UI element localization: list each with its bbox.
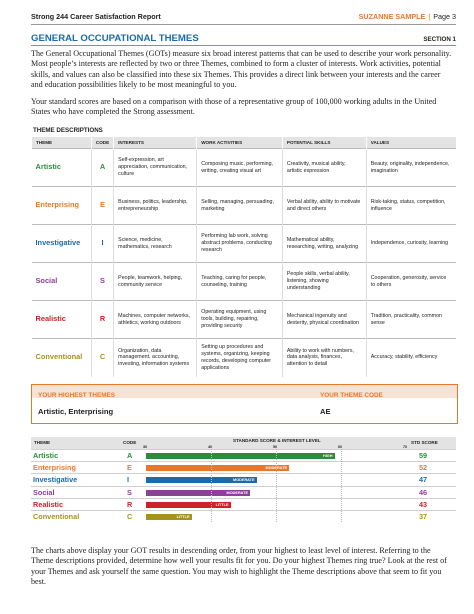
theme-work-activities: Operating equipment, using tools, building, repairing, providing security <box>197 301 283 339</box>
chart-row <box>31 498 456 510</box>
chart-rows <box>31 449 456 522</box>
theme-potential-skills: Verbal ability, ability to motivate and direct others <box>282 187 366 225</box>
chart-col-score: STD SCORE <box>411 440 438 445</box>
chart-theme-name: Artistic <box>33 451 59 460</box>
theme-work-activities: Performing lab work, solving abstract problems, conducting research <box>197 225 283 263</box>
col-code: CODE <box>91 137 113 149</box>
chart-col-code: CODE <box>123 440 137 445</box>
table-row <box>32 149 457 187</box>
std-score-value: 46 <box>419 487 428 497</box>
intro-paragraph-1: The General Occupational Themes (GOTs) measure six broad interest patterns that can be used to describe your work personality. Most people’s interests are reflected by two or three Themes, combined to form a cluster of interests. Work activities, potential skills, and values can also be classified into these six Themes. This provides a direct link between your interests and the career and education possibilities likely to be most meaningful to you. <box>31 49 452 90</box>
theme-potential-skills: Ability to work with numbers, data analysis, finances, attention to detail <box>282 339 366 377</box>
chart-col-scale: STANDARD SCORE & INTEREST LEVEL <box>233 438 321 443</box>
theme-code: A <box>91 149 113 187</box>
interest-level-label: MODERATE <box>233 478 255 483</box>
theme-name: Conventional <box>32 339 92 377</box>
chart-theme-name: Enterprising <box>33 463 76 473</box>
table-row <box>32 263 457 301</box>
theme-work-activities: Composing music, performing, writing, creating visual art <box>197 149 283 187</box>
chart-row <box>31 449 456 461</box>
chart-theme-name: Conventional <box>33 511 80 521</box>
theme-code-label: YOUR THEME CODE <box>320 392 383 399</box>
section-divider <box>31 45 456 46</box>
table-row <box>32 187 457 225</box>
theme-values: Cooperation, generosity, service to others <box>366 263 456 301</box>
theme-work-activities: Setting up procedures and systems, organizing, keeping records, developing computer applications <box>197 339 283 377</box>
score-bar <box>146 453 335 459</box>
chart-theme-code: A <box>127 451 133 460</box>
std-score-value: 43 <box>419 499 428 509</box>
tick-label: 30 <box>143 445 147 449</box>
highest-themes-value: Artistic, Enterprising <box>38 407 114 416</box>
interest-level-label: HIGH <box>323 454 333 458</box>
table-row <box>32 301 457 339</box>
chart-theme-code: S <box>127 487 132 497</box>
col-work-activities: WORK ACTIVITIES <box>197 137 283 149</box>
theme-interests: Machines, computer networks, athletics, working outdoors <box>114 301 197 339</box>
tick-label: 60 <box>338 445 342 449</box>
theme-code-value: AE <box>320 407 331 416</box>
score-bar <box>146 514 192 520</box>
theme-descriptions-label: THEME DESCRIPTIONS <box>33 127 103 134</box>
interest-level-label: MODERATE <box>265 466 287 471</box>
theme-values: Independence, curiosity, learning <box>366 225 456 263</box>
interest-level-label: LITTLE <box>176 514 190 519</box>
theme-values: Risk-taking, status, competition, influence <box>366 187 456 225</box>
col-theme: THEME <box>32 137 92 149</box>
outro-paragraph: The charts above display your GOT results in descending order, from your highest to least level of interest. Referring to the Theme descriptions provided, determine how well your results fit for you. Do your highest Themes ring true? Look at the rest of your Themes and ask yourself the same question. You may wish to highlight the Theme descriptions above that seem to fit you best. <box>31 546 447 587</box>
col-interests: INTERESTS <box>114 137 197 149</box>
grid-line <box>276 449 277 522</box>
theme-code: E <box>91 187 113 225</box>
grid-line <box>341 449 342 522</box>
header-divider <box>31 24 456 25</box>
table-row <box>32 225 457 263</box>
table-row <box>32 339 457 377</box>
theme-potential-skills: People skills, verbal ability, listening, showing understanding <box>282 263 366 301</box>
std-score-value: 59 <box>419 451 428 460</box>
score-bar <box>146 490 250 496</box>
chart-theme-name: Realistic <box>33 499 64 509</box>
chart-row <box>31 486 456 498</box>
chart-theme-code: I <box>127 475 130 485</box>
client-name: SUZANNE SAMPLE <box>358 11 426 21</box>
theme-name: Artistic <box>32 149 92 187</box>
chart-theme-name: Social <box>33 487 55 497</box>
theme-code: C <box>91 339 113 377</box>
col-values: VALUES <box>366 137 456 149</box>
theme-interests: Business, politics, leadership, entrepreneurship <box>114 187 197 225</box>
std-score-value: 47 <box>419 475 428 485</box>
header-separator: | <box>428 11 431 21</box>
theme-potential-skills: Creativity, musical ability, artistic expression <box>282 149 366 187</box>
section-label: SECTION 1 <box>423 36 456 43</box>
tick-label: 40 <box>208 445 212 449</box>
theme-descriptions-table <box>31 137 456 377</box>
theme-code: S <box>91 263 113 301</box>
highest-themes-label: YOUR HIGHEST THEMES <box>38 392 116 399</box>
section-title: GENERAL OCCUPATIONAL THEMES <box>31 33 199 44</box>
intro-paragraph-2: Your standard scores are based on a comparison with those of a representative group of 100,000 working adults in the United States who have completed the Strong assessment. <box>31 97 437 117</box>
theme-code: I <box>91 225 113 263</box>
chart-row <box>31 473 456 485</box>
theme-code: R <box>91 301 113 339</box>
section-heading <box>31 33 456 44</box>
chart-row <box>31 510 456 522</box>
std-score-value: 52 <box>419 463 428 473</box>
theme-values: Tradition, practicality, common sense <box>366 301 456 339</box>
grid-line <box>211 449 212 522</box>
score-bar <box>146 477 257 483</box>
chart-theme-name: Investigative <box>33 475 78 485</box>
theme-name: Social <box>32 263 92 301</box>
theme-interests: Self-expression, art appreciation, communication, culture <box>114 149 197 187</box>
score-bar <box>146 465 289 471</box>
theme-values: Beauty, originality, independence, imagination <box>366 149 456 187</box>
theme-work-activities: Teaching, caring for people, counseling, training <box>197 263 283 301</box>
theme-name: Enterprising <box>32 187 92 225</box>
theme-name: Realistic <box>32 301 92 339</box>
theme-name: Investigative <box>32 225 92 263</box>
chart-row <box>31 461 456 473</box>
theme-potential-skills: Mechanical ingenuity and dexterity, physical coordination <box>282 301 366 339</box>
table-header-row <box>32 137 457 149</box>
col-potential-skills: POTENTIAL SKILLS <box>282 137 366 149</box>
chart-theme-code: E <box>127 463 132 473</box>
interest-level-label: MODERATE <box>226 490 248 495</box>
theme-potential-skills: Mathematical ability, researching, writing, analyzing <box>282 225 366 263</box>
interest-level-label: LITTLE <box>215 502 229 507</box>
report-title: Strong 244 Career Satisfaction Report <box>31 11 161 21</box>
chart-theme-code: C <box>127 511 133 521</box>
tick-label: 50 <box>273 445 277 449</box>
theme-work-activities: Selling, managing, persuading, marketing <box>197 187 283 225</box>
page-header <box>31 10 456 22</box>
chart-col-theme: THEME <box>34 440 51 445</box>
chart-theme-code: R <box>127 499 133 509</box>
theme-interests: Science, medicine, mathematics, research <box>114 225 197 263</box>
theme-values: Accuracy, stability, efficiency <box>366 339 456 377</box>
chart-header <box>31 437 456 449</box>
theme-interests: People, teamwork, helping, community service <box>114 263 197 301</box>
score-chart <box>31 437 456 522</box>
score-bar <box>146 502 231 508</box>
page-number: Page 3 <box>433 11 456 21</box>
theme-interests: Organization, data management, accounting, investing, information systems <box>114 339 197 377</box>
highest-themes-box <box>31 384 458 424</box>
std-score-value: 37 <box>419 511 428 521</box>
tick-label: 70 <box>403 445 407 449</box>
